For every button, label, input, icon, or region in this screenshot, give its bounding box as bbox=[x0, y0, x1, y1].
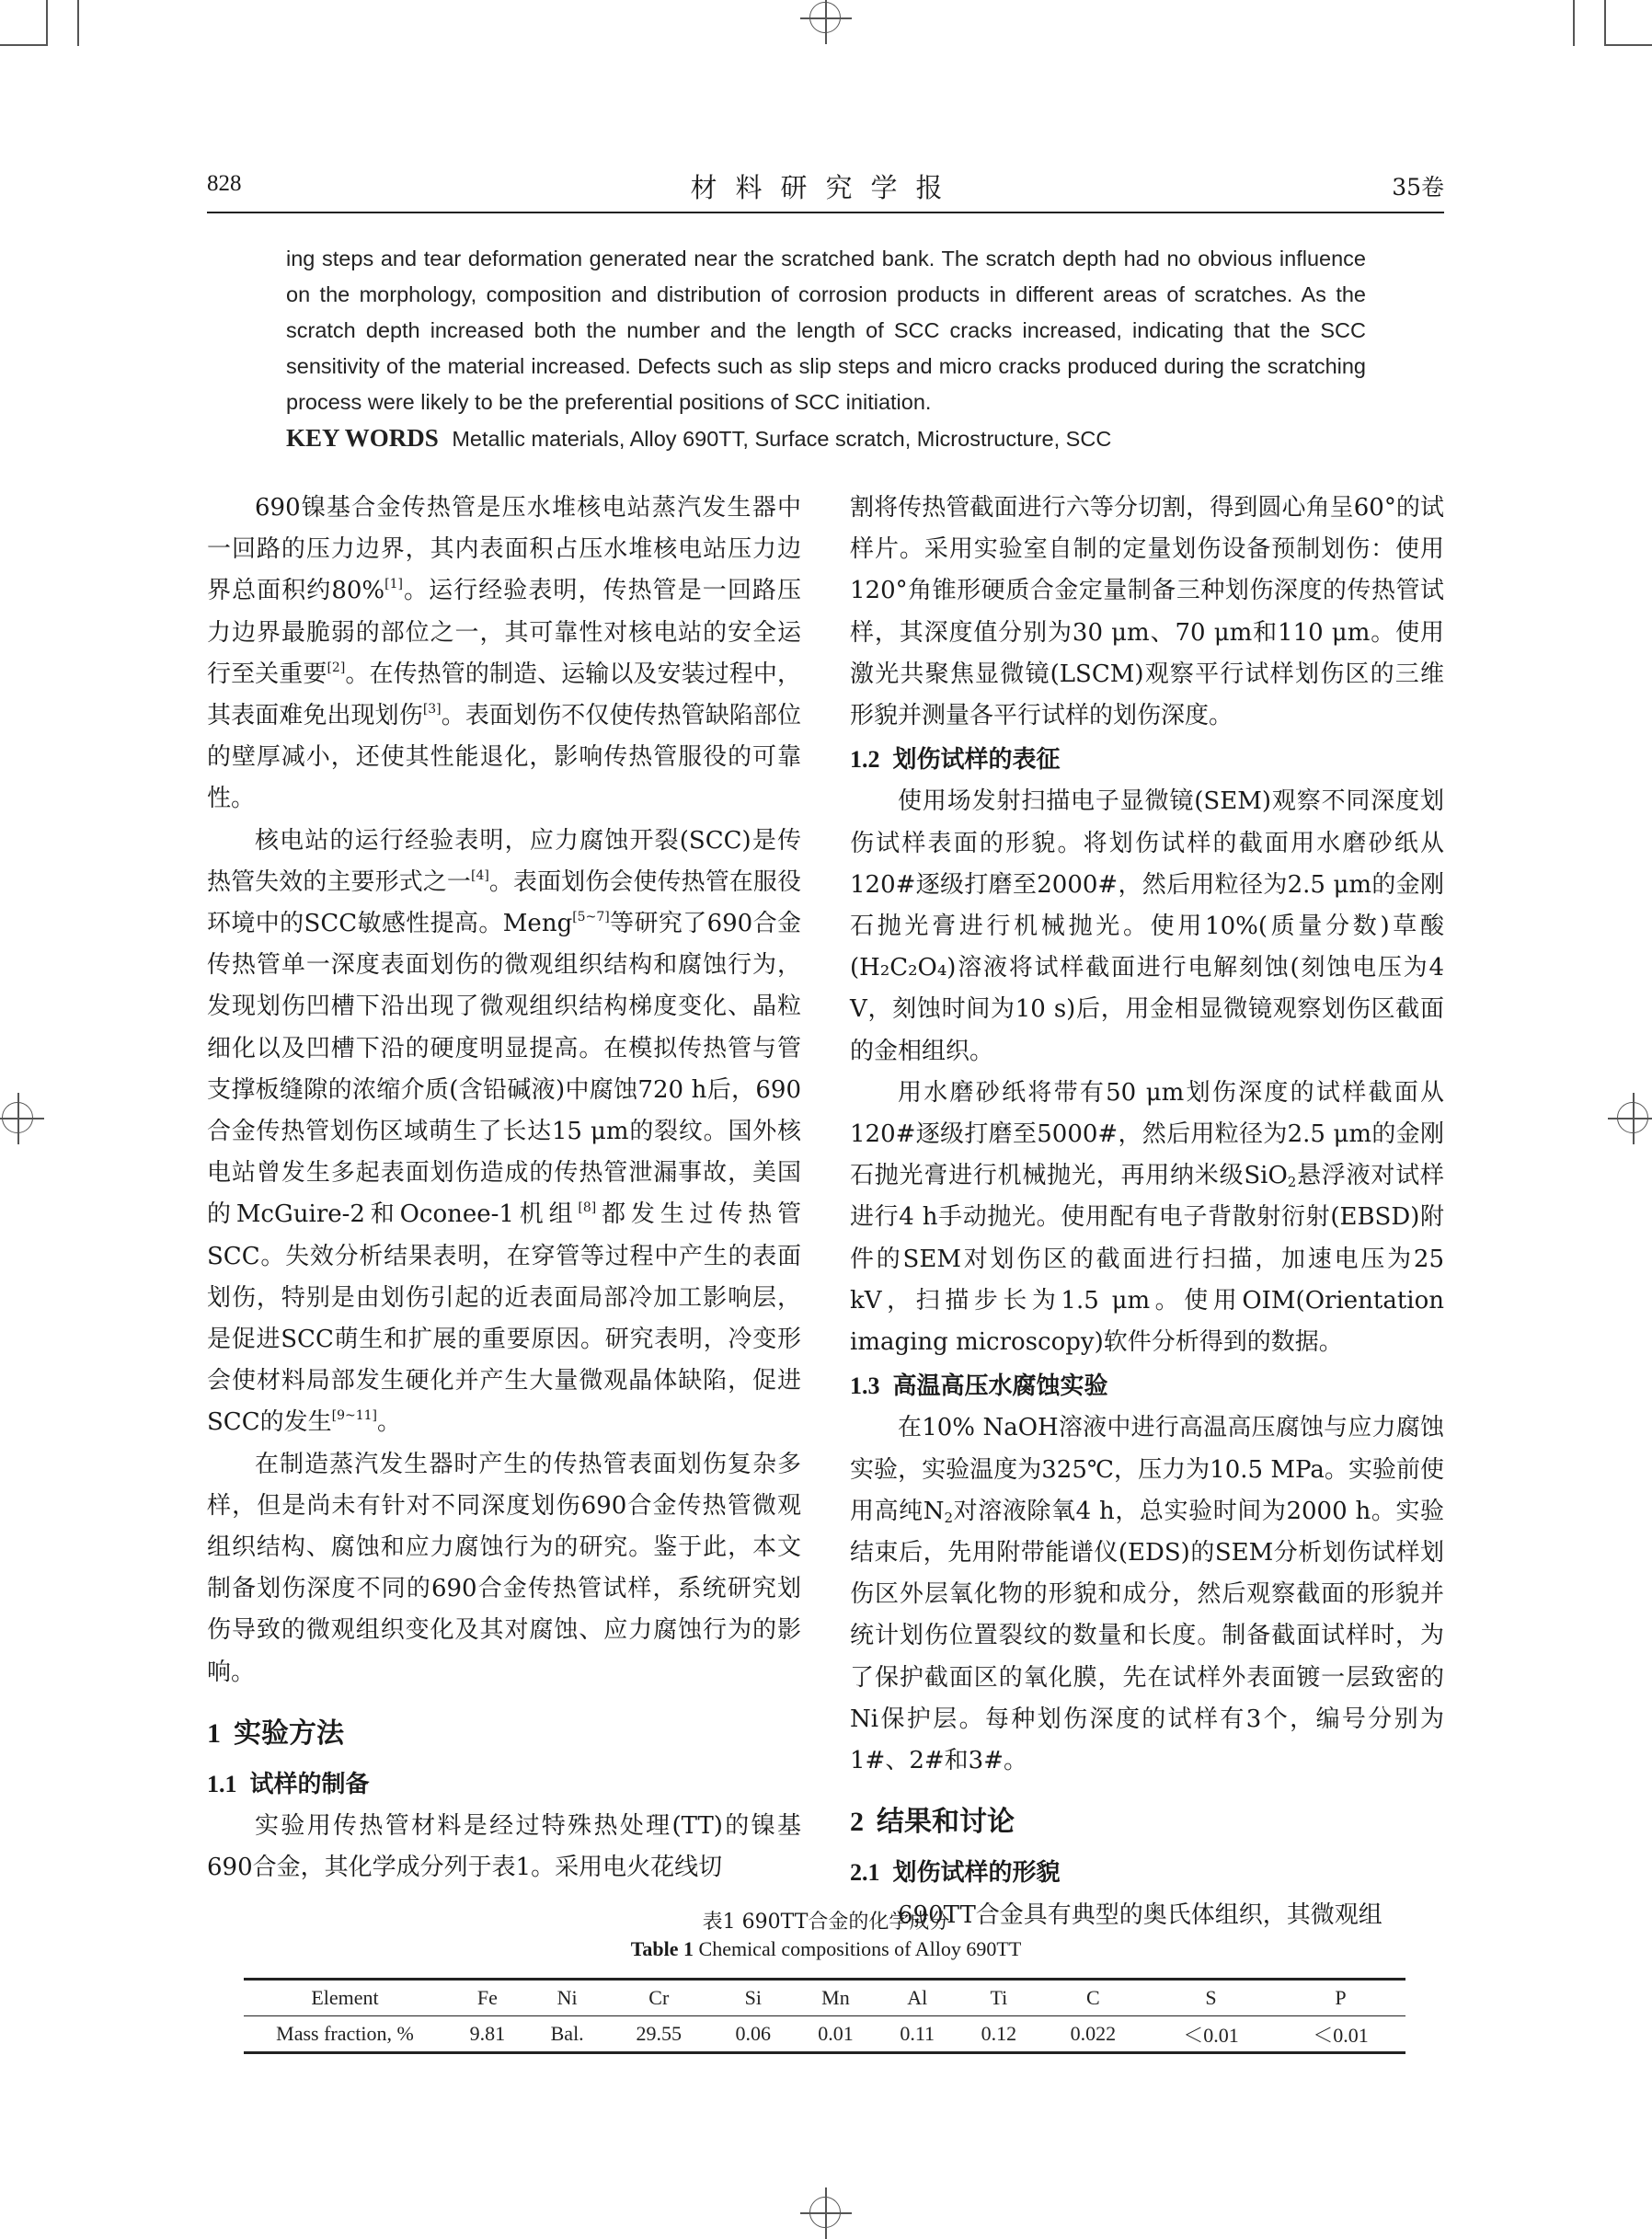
citation: [3] bbox=[422, 702, 442, 718]
paragraph: 在制造蒸汽发生器时产生的传热管表面划伤复杂多样，但是尚未有针对不同深度划伤690合金传热管微观组织结构、腐蚀和应力腐蚀行为的研究。鉴于此，本文制备划伤深度不同的690合金传热管试样，系统研究划伤导致的微观组织变化及其对腐蚀、应力腐蚀行为的影响。 bbox=[207, 1450, 801, 1686]
table-header-row bbox=[244, 1980, 1405, 2016]
journal-title: 材料研究学报 bbox=[690, 172, 961, 203]
table-caption-zh: 表1 690TT合金的化学成分 bbox=[702, 1911, 950, 1934]
table-cell: 0.01 bbox=[818, 2022, 854, 2045]
table-cell: ＜0.01 bbox=[1313, 2023, 1369, 2047]
crop-mark bbox=[1573, 0, 1575, 46]
abstract-text: ing steps and tear deformation generated near the scratched bank. The scratch depth had no obvious influence on the morphology, composition and distribution of corrosion products in different areas of scratches. As the scratch depth increased both the number and the length of SCC cracks increased, indicating that the SCC sensitivity of the material increased. Defects such as slip steps and micro cracks produced during the scratching process were likely to be the preferential positions of SCC initiation. bbox=[286, 247, 1366, 414]
subsection-heading: 2.1 划伤试样的形貌 bbox=[850, 1859, 1061, 1888]
crop-mark bbox=[46, 0, 48, 46]
section-heading: 2 结果和讨论 bbox=[850, 1806, 1015, 1839]
page-number: 828 bbox=[207, 171, 242, 196]
table-cell: Mass fraction, % bbox=[276, 2022, 414, 2045]
keywords-list: Metallic materials, Alloy 690TT, Surface scratch, Microstructure, SCC bbox=[452, 427, 1112, 451]
volume-label: 35卷 bbox=[1392, 174, 1444, 201]
table-cell: 9.81 bbox=[469, 2022, 506, 2045]
paragraph: 用水磨砂纸将带有50 μm划伤深度的试样截面从120#逐级打磨至5000#，然后用粒径为2.5 μm的金刚石抛光膏进行机械抛光，再用纳米级SiO$_2$悬浮液对试样进行4 h手动抛光。使用配有电子背散射衍射(EBSD)附件的SEM对划伤区的截面进行扫描，加速电压为25 kV，扫描步长为1.5 μm。使用OIM(Orientation imaging microscopy)软件分析得到的数据。 bbox=[850, 1078, 1444, 1357]
registration-mark-top bbox=[800, 0, 852, 44]
paragraph: 690镍基合金传热管是压水堆核电站蒸汽发生器中一回路的压力边界，其内表面积占压水堆核电站压力边界总面积约80%[1]。运行经验表明，传热管是一回路压力边界最脆弱的部位之一，其可靠性对核电站的安全运行至关重要[2]。在传热管的制造、运输以及安装过程中，其表面难免出现划伤[3]。表面划伤不仅使传热管缺陷部位的壁厚减小，还使其性能退化，影响传热管服役的可靠性。 bbox=[207, 494, 801, 813]
registration-mark-right bbox=[1608, 1093, 1652, 1144]
table-header: Al bbox=[907, 1986, 928, 2009]
table-caption-en: Table 1 Chemical compositions of Alloy 690TT bbox=[630, 1937, 1022, 1960]
paragraph: 690TT合金具有典型的奥氏体组织，其微观组 bbox=[898, 1900, 1382, 1929]
crop-mark bbox=[77, 0, 79, 46]
paragraph: 实验用传热管材料是经过特殊热处理(TT)的镍基690合金，其化学成分列于表1。采用电火花线切 bbox=[207, 1812, 801, 1882]
table-header: S bbox=[1205, 1986, 1217, 2009]
citation: [2] bbox=[327, 660, 346, 675]
section-heading: 1 实验方法 bbox=[207, 1717, 344, 1750]
table-row bbox=[244, 2016, 1405, 2053]
citation: [9~11] bbox=[331, 1408, 377, 1424]
crop-mark bbox=[0, 44, 48, 46]
table-cell: 0.12 bbox=[981, 2022, 1017, 2045]
paragraph: 割将传热管截面进行六等分切割，得到圆心角呈60°的试样片。采用实验室自制的定量划伤设备预制划伤：使用120°角锥形硬质合金定量制备三种划伤深度的传热管试样，其深度值分别为30 μm、70 μm和110 μm。使用激光共聚焦显微镜(LSCM)观察平行试样划伤区的三维形貌并测量各平行试样的划伤深度。 bbox=[850, 494, 1444, 730]
citation: [4] bbox=[470, 867, 489, 883]
table-cell: ＜0.01 bbox=[1183, 2023, 1239, 2047]
crop-mark bbox=[1604, 44, 1652, 46]
keywords-line bbox=[286, 424, 1390, 453]
keywords-label: KEY WORDS bbox=[286, 424, 439, 452]
table-header: Fe bbox=[476, 1986, 498, 2009]
citation: [8] bbox=[578, 1200, 597, 1216]
table-header: C bbox=[1086, 1986, 1100, 2009]
left-column bbox=[207, 488, 801, 1889]
paragraph: 在10% NaOH溶液中进行高温高压腐蚀与应力腐蚀实验，实验温度为325℃，压力为10.5 MPa。实验前使用高纯$N_2$对溶液除氧4 h，总实验时间为2000 h。实验结束后，先用附带能谱仪(EDS)的SEM分析划伤试样划伤区外层氧化物的形貌和成分，然后观察截面的形貌并统计划伤位置裂纹的数量和长度。制备截面试样时，为了保护截面区的氧化膜，先在试样外表面镀一层致密的Ni保护层。每种划伤深度的试样有3个，编号分别为1#、2#和3#。 bbox=[850, 1414, 1444, 1775]
table-cell: Bal. bbox=[550, 2022, 584, 2045]
running-header bbox=[207, 162, 1444, 213]
composition-table bbox=[244, 1978, 1405, 2054]
table-cell: 0.022 bbox=[1070, 2022, 1117, 2045]
table-header: P bbox=[1335, 1986, 1347, 2009]
citation: [1] bbox=[384, 577, 403, 592]
paragraph: 使用场发射扫描电子显微镜(SEM)观察不同深度划伤试样表面的形貌。将划伤试样的截面用水磨砂纸从120#逐级打磨至2000#，然后用粒径为2.5 μm的金刚石抛光膏进行机械抛光。使用10%(质量分数)草酸(H₂C₂O₄)溶液将试样截面进行电解刻蚀(刻蚀电压为4 V，刻蚀时间为10 s)后，用金相显微镜观察划伤区截面的金相组织。 bbox=[850, 787, 1444, 1065]
table-header: Ni bbox=[556, 1986, 578, 2009]
paragraph: 核电站的运行经验表明，应力腐蚀开裂(SCC)是传热管失效的主要形式之一[4]。表面划伤会使传热管在服役环境中的SCC敏感性提高。Meng[5~7]等研究了690合金传热管单一深度表面划伤的微观组织结构和腐蚀行为，发现划伤凹槽下沿出现了微观组织结构梯度变化、晶粒细化以及凹槽下沿的硬度明显提高。在模拟传热管与管支撑板缝隙的浓缩介质(含铅碱液)中腐蚀720 h后，690合金传热管划伤区域萌生了长达15 μm的裂纹。国外核电站曾发生多起表面划伤造成的传热管泄漏事故，美国的McGuire-2和Oconee-1机组[8]都发生过传热管SCC。失效分析结果表明，在穿管等过程中产生的表面划伤，特别是由划伤引起的近表面局部冷加工影响层，是促进SCC萌生和扩展的重要原因。研究表明，冷变形会使材料局部发生硬化并产生大量微观晶体缺陷，促进SCC的发生[9~11]。 bbox=[207, 826, 801, 1437]
right-column bbox=[850, 488, 1444, 1936]
registration-mark-left bbox=[0, 1093, 44, 1144]
subsection-heading: 1.2 划伤试样的表征 bbox=[850, 746, 1061, 775]
table-cell: 0.06 bbox=[735, 2022, 772, 2045]
table-header: Si bbox=[744, 1986, 762, 2009]
table-cell: 0.11 bbox=[900, 2022, 935, 2045]
table-header: Element bbox=[311, 1986, 379, 2009]
table-header: Ti bbox=[990, 1986, 1008, 2009]
citation: [5~7] bbox=[572, 910, 610, 925]
subsection-heading: 1.3 高温高压水腐蚀实验 bbox=[850, 1372, 1108, 1401]
table-cell: 29.55 bbox=[636, 2022, 683, 2045]
subsection-heading: 1.1 试样的制备 bbox=[207, 1770, 370, 1798]
table-header: Mn bbox=[821, 1986, 850, 2009]
table-header: Cr bbox=[648, 1986, 670, 2009]
crop-mark bbox=[1604, 0, 1606, 46]
